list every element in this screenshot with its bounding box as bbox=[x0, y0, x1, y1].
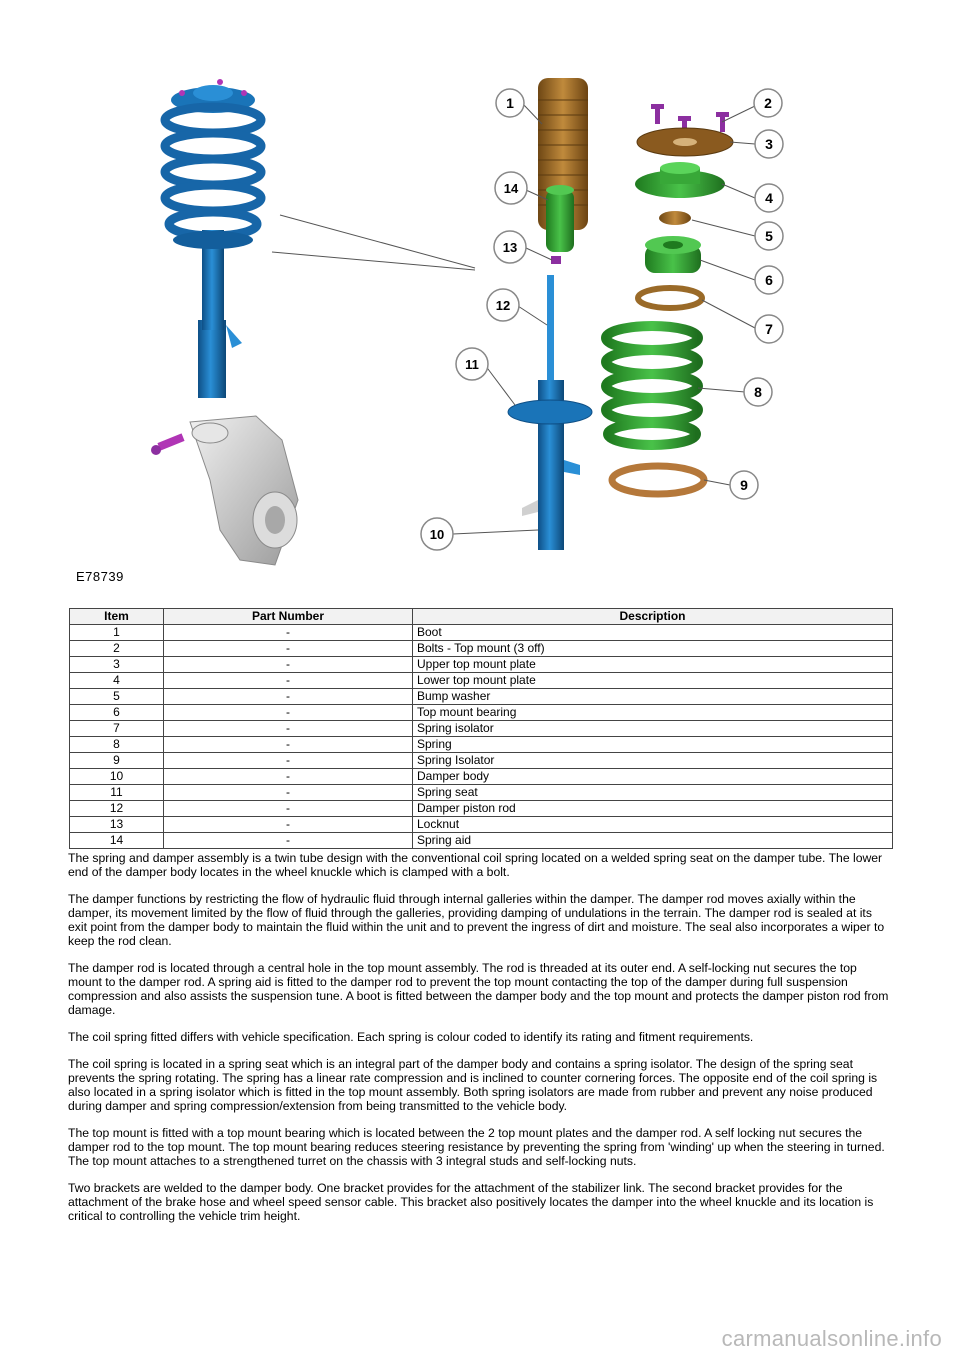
paragraph: The coil spring is located in a spring seat which is an integral part of the damper body and contains a spring isolator. The design of the spring seat prevents the spring rotating. The spring has a linear rate compression and is inclined to counter cornering forces. The opposite end of the coil spring is also located in a spring isolator which is fitted in the top mount assembly. Both spring isolators are made from rubber and prevent any noise produced during damper and spring compression/extension from being transmitted to the vehicle body. bbox=[68, 1057, 878, 1113]
description-cell: Boot bbox=[413, 625, 893, 641]
callout-1 bbox=[496, 89, 524, 117]
table-row bbox=[70, 785, 893, 801]
callout-markers bbox=[421, 89, 783, 550]
locknut-part bbox=[551, 256, 561, 264]
table-row bbox=[70, 625, 893, 641]
parts-table bbox=[69, 608, 893, 849]
item-cell: 1 bbox=[70, 625, 164, 641]
callout-10-label: 10 bbox=[429, 527, 445, 542]
coil-spring bbox=[606, 326, 698, 445]
description-cell: Spring aid bbox=[413, 833, 893, 849]
item-cell: 9 bbox=[70, 753, 164, 769]
callout-8-label: 8 bbox=[754, 384, 762, 400]
table-row bbox=[70, 817, 893, 833]
part-number-cell: - bbox=[164, 737, 413, 753]
description-cell: Locknut bbox=[413, 817, 893, 833]
callout-4 bbox=[755, 184, 783, 212]
callout-11-label: 11 bbox=[465, 357, 479, 372]
item-cell: 14 bbox=[70, 833, 164, 849]
description-cell: Spring isolator bbox=[413, 721, 893, 737]
table-row bbox=[70, 753, 893, 769]
item-cell: 4 bbox=[70, 673, 164, 689]
table-row bbox=[70, 641, 893, 657]
callout-6-label: 6 bbox=[765, 272, 773, 288]
table-row bbox=[70, 737, 893, 753]
description-cell: Spring seat bbox=[413, 785, 893, 801]
callout-4-label: 4 bbox=[765, 190, 773, 206]
description-cell: Bump washer bbox=[413, 689, 893, 705]
description-cell: Bolts - Top mount (3 off) bbox=[413, 641, 893, 657]
upper-plate-hole bbox=[673, 138, 697, 146]
callout-9-label: 9 bbox=[740, 477, 748, 493]
callout-12 bbox=[487, 289, 519, 321]
assembly-leader-lines bbox=[272, 215, 475, 270]
table-header-row bbox=[70, 609, 893, 625]
item-cell: 10 bbox=[70, 769, 164, 785]
item-cell: 6 bbox=[70, 705, 164, 721]
item-cell: 8 bbox=[70, 737, 164, 753]
part-number-cell: - bbox=[164, 801, 413, 817]
item-cell: 3 bbox=[70, 657, 164, 673]
callout-8 bbox=[744, 378, 772, 406]
table-row bbox=[70, 673, 893, 689]
description-body bbox=[68, 851, 894, 1236]
spring-isolator-lower bbox=[612, 466, 704, 494]
part-number-cell: - bbox=[164, 689, 413, 705]
description-cell: Top mount bearing bbox=[413, 705, 893, 721]
wheel-knuckle bbox=[151, 416, 298, 565]
callout-14-label: 14 bbox=[503, 181, 519, 196]
part-number-cell: - bbox=[164, 641, 413, 657]
item-cell: 2 bbox=[70, 641, 164, 657]
part-number-cell: - bbox=[164, 785, 413, 801]
part-number-cell: - bbox=[164, 721, 413, 737]
callout-5 bbox=[755, 222, 783, 250]
description-cell: Lower top mount plate bbox=[413, 673, 893, 689]
callout-7 bbox=[755, 315, 783, 343]
part-number-cell: - bbox=[164, 833, 413, 849]
callout-5-label: 5 bbox=[765, 228, 773, 244]
callout-9 bbox=[730, 471, 758, 499]
table-row bbox=[70, 657, 893, 673]
paragraph: The damper functions by restricting the flow of hydraulic fluid through internal galleries within the damper. The damper rod moves axially within the damper, its movement limited by the flow of fluid through the galleries, providing damping of undulations in the terrain. The damper rod is sealed at its exit point from the damper body to maintain the fluid within the unit and to prevent the ingress of dirt and moisture. The seal also incorporates a wiper to keep the rod clean. bbox=[68, 892, 885, 948]
callout-13 bbox=[494, 231, 526, 263]
figure-reference-id: E78739 bbox=[76, 569, 124, 584]
callout-12-label: 12 bbox=[495, 298, 511, 313]
callout-2 bbox=[754, 89, 782, 117]
table-row bbox=[70, 833, 893, 849]
description-cell: Damper body bbox=[413, 769, 893, 785]
part-number-cell: - bbox=[164, 657, 413, 673]
callout-7-label: 7 bbox=[765, 321, 773, 337]
part-number-cell: - bbox=[164, 625, 413, 641]
part-number-cell: - bbox=[164, 673, 413, 689]
callout-2-label: 2 bbox=[764, 95, 772, 111]
exploded-damper bbox=[508, 275, 592, 550]
bump-washer bbox=[659, 211, 691, 225]
callout-3 bbox=[755, 130, 783, 158]
table-row bbox=[70, 705, 893, 721]
paragraph: The top mount is fitted with a top mount bearing which is located between the 2 top mount plates and the damper rod. A self locking nut secures the damper rod to the top mount. The top mount bearing reduces steering resistance by preventing the spring from 'winding' up when the steering in turned. The top mount attaches to a strengthened turret on the chassis with 3 integral studs and self-locking nuts. bbox=[68, 1126, 885, 1168]
figure-canvas bbox=[60, 60, 900, 590]
top-mount-bearing bbox=[645, 236, 701, 273]
table-row bbox=[70, 689, 893, 705]
part-number-cell: - bbox=[164, 769, 413, 785]
lower-top-mount-plate bbox=[635, 162, 725, 198]
part-number-cell: - bbox=[164, 817, 413, 833]
paragraph: The spring and damper assembly is a twin tube design with the conventional coil spring located on a welded spring seat on the damper tube. The lower end of the damper body locates in the wheel knuckle which is clamped with a bolt. bbox=[68, 851, 883, 879]
exploded-view-figure bbox=[60, 60, 900, 590]
callout-6 bbox=[755, 266, 783, 294]
description-cell: Spring Isolator bbox=[413, 753, 893, 769]
description-cell: Upper top mount plate bbox=[413, 657, 893, 673]
description-cell: Damper piston rod bbox=[413, 801, 893, 817]
item-cell: 12 bbox=[70, 801, 164, 817]
callout-1-label: 1 bbox=[506, 95, 514, 111]
assembled-spring-coils bbox=[165, 107, 261, 236]
part-number-cell: - bbox=[164, 705, 413, 721]
callout-10 bbox=[421, 518, 453, 550]
paragraph: Two brackets are welded to the damper body. One bracket provides for the attachment of the stabilizer link. The second bracket provides for the attachment of the brake hose and wheel speed sensor cable. This bracket also positively locates the damper into the wheel knuckle and its location is critical to controlling the vehicle trim height. bbox=[68, 1181, 874, 1223]
callout-14 bbox=[495, 172, 527, 204]
column-header-item: Item bbox=[70, 609, 164, 625]
item-cell: 7 bbox=[70, 721, 164, 737]
table-row bbox=[70, 801, 893, 817]
paragraph: The damper rod is located through a central hole in the top mount assembly. The rod is threaded at its outer end. A self-locking nut secures the top mount to the damper rod. A spring aid is fitted to the damper rod to prevent the top mount contacting the top of the damper during full suspension compression and also assists the suspension tune. A boot is fitted between the damper body and the top mount and protects the damper piston rod from damage. bbox=[68, 961, 889, 1017]
description-cell: Spring bbox=[413, 737, 893, 753]
spring-aid-part bbox=[546, 185, 574, 252]
item-cell: 13 bbox=[70, 817, 164, 833]
callout-13-label: 13 bbox=[502, 240, 518, 255]
spring-isolator-upper bbox=[638, 288, 702, 308]
paragraph: The coil spring fitted differs with vehicle specification. Each spring is colour coded to identify its rating and fitment requirements. bbox=[68, 1030, 754, 1044]
callout-11 bbox=[456, 348, 488, 380]
site-watermark: carmanualsonline.info bbox=[721, 1326, 942, 1351]
table-row bbox=[70, 769, 893, 785]
column-header-part-number: Part Number bbox=[164, 609, 413, 625]
assembled-strut bbox=[165, 79, 261, 398]
column-header-description: Description bbox=[413, 609, 893, 625]
part-number-cell: - bbox=[164, 753, 413, 769]
item-cell: 11 bbox=[70, 785, 164, 801]
table-row bbox=[70, 721, 893, 737]
item-cell: 5 bbox=[70, 689, 164, 705]
callout-3-label: 3 bbox=[765, 136, 773, 152]
